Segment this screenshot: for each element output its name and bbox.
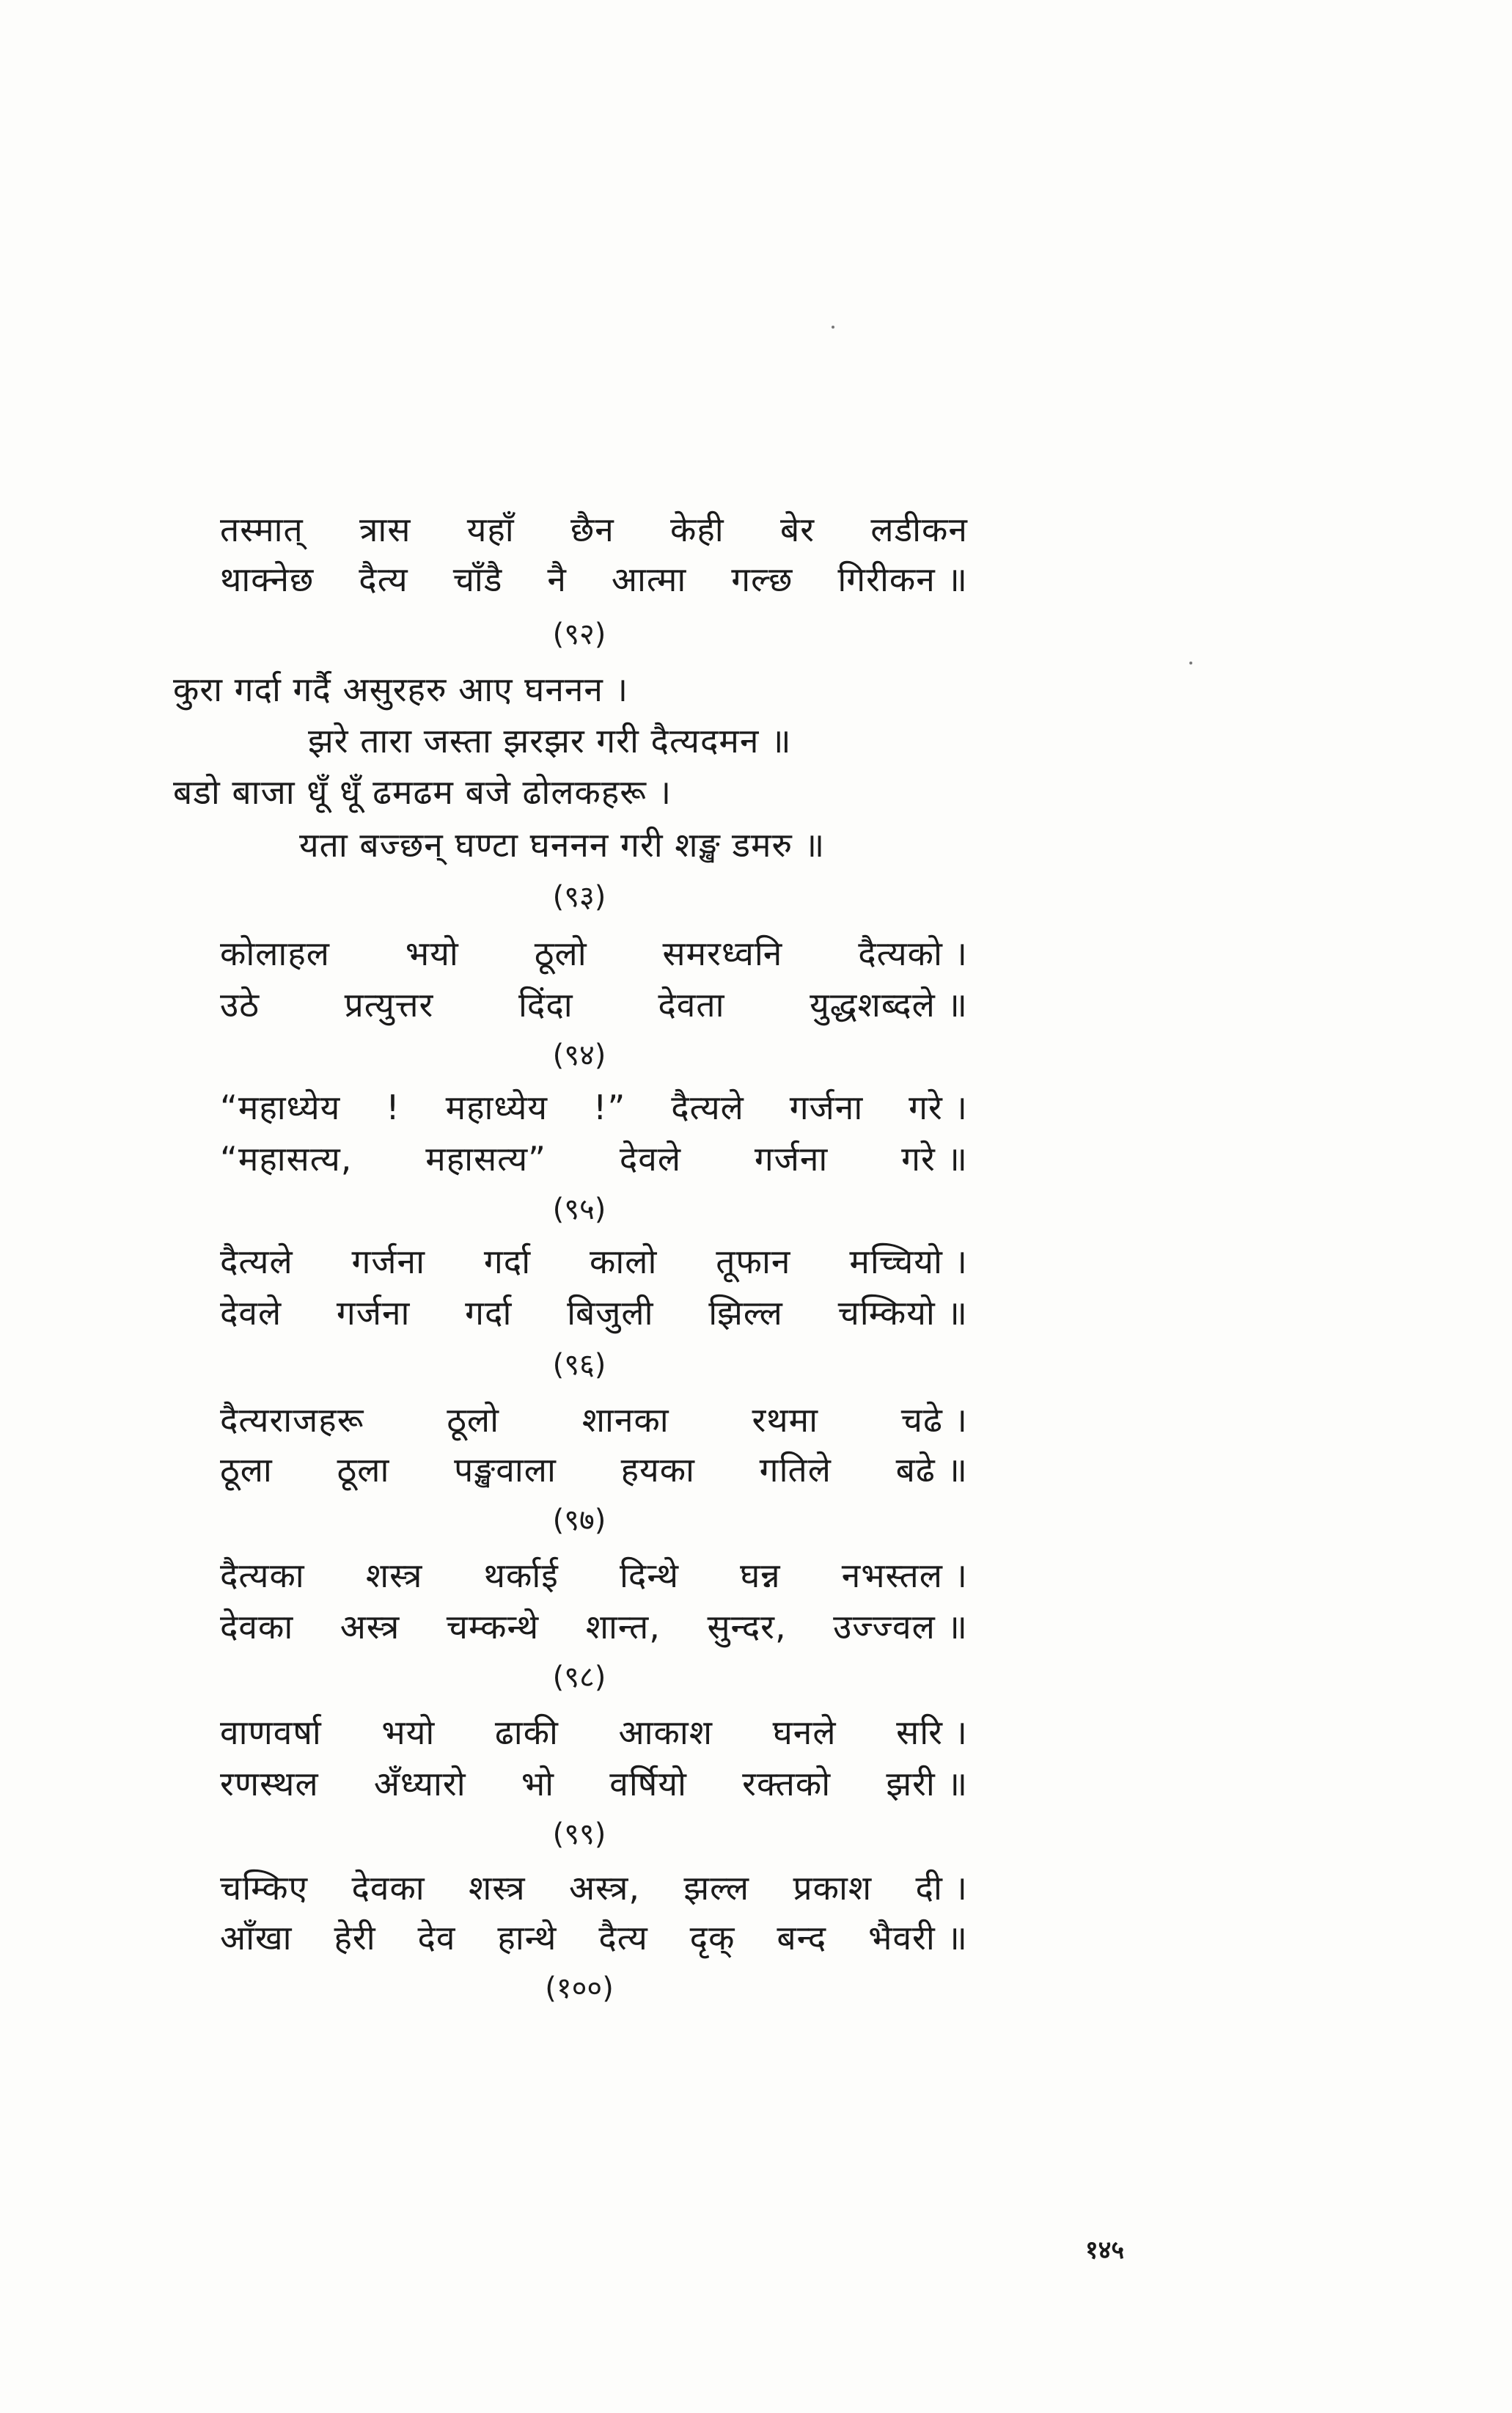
verse-100-line-2: आँखा हेरी देव हान्थे दैत्य दृक् बन्द भैवरी ॥: [220, 1918, 968, 1958]
verse-number-94: (९४): [552, 1039, 606, 1072]
page-number: १४५: [1085, 2236, 1125, 2265]
verse-92-line-1: तस्मात् त्रास यहाँ छैन केही बेर लडीकन: [220, 510, 968, 549]
verse-number-95: (९५): [552, 1193, 606, 1226]
verse-95-line-1: “महाध्येय ! महाध्येय !” दैत्यले गर्जना गरे ।: [220, 1088, 968, 1127]
verse-94-line-2: उठे प्रत्युत्तर दिंदा देवता युद्धशब्दले ॥: [220, 985, 968, 1025]
verse-number-100: (१००): [545, 1971, 614, 2005]
verse-number-99: (९९): [552, 1817, 606, 1851]
verse-93-line-3: बडो बाजा धूँ धूँ ढमढम बजे ढोलकहरू ।: [173, 772, 672, 812]
verse-93-line-4: यता बज्छन् घण्टा घननन गरी शङ्ख डमरु ॥: [299, 825, 826, 865]
print-speck: [1189, 662, 1192, 664]
verse-93-line-2: झरे तारा जस्ता झरझर गरी दैत्यदमन ॥: [308, 721, 792, 761]
verse-94-line-1: कोलाहल भयो ठूलो समरध्वनि दैत्यको ।: [220, 934, 968, 973]
verse-98-line-2: देवका अस्त्र चम्कन्थे शान्त, सुन्दर, उज्ज्वल ॥: [220, 1607, 968, 1647]
verse-93-line-1: कुरा गर्दा गर्दै असुरहरु आए घननन ।: [173, 670, 628, 709]
verse-number-96: (९६): [552, 1348, 606, 1382]
verse-97-line-2: ठूला ठूला पङ्खवाला हयका गतिले बढे ॥: [220, 1450, 968, 1490]
verse-number-93: (९३): [552, 880, 606, 914]
verse-95-line-2: “महासत्य, महासत्य” देवले गर्जना गरे ॥: [220, 1139, 968, 1179]
verse-92-line-2: थाक्नेछ दैत्य चाँडै नै आत्मा गल्छ गिरीकन ॥: [220, 560, 968, 599]
verse-number-98: (९८): [552, 1660, 606, 1694]
verse-96-line-1: दैत्यले गर्जना गर्दा कालो तूफान मच्चियो ।: [220, 1242, 968, 1281]
verse-98-line-1: दैत्यका शस्त्र थर्काई दिन्थे घन्न नभस्तल ।: [220, 1556, 968, 1595]
verse-99-line-2: रणस्थल अँध्यारो भो वर्षियो रक्तको झरी ॥: [220, 1764, 968, 1804]
verse-97-line-1: दैत्यराजहरू ठूलो शानका रथमा चढे ।: [220, 1400, 968, 1440]
verse-number-92: (९२): [552, 618, 606, 651]
verse-96-line-2: देवले गर्जना गर्दा बिजुली झिल्ल चम्कियो ॥: [220, 1293, 968, 1333]
verse-number-97: (९७): [552, 1504, 606, 1537]
verse-99-line-1: वाणवर्षा भयो ढाकी आकाश घनले सरि ।: [220, 1713, 968, 1752]
print-speck: [832, 326, 834, 329]
verse-100-line-1: चम्किए देवका शस्त्र अस्त्र, झल्ल प्रकाश दी ।: [220, 1868, 968, 1908]
